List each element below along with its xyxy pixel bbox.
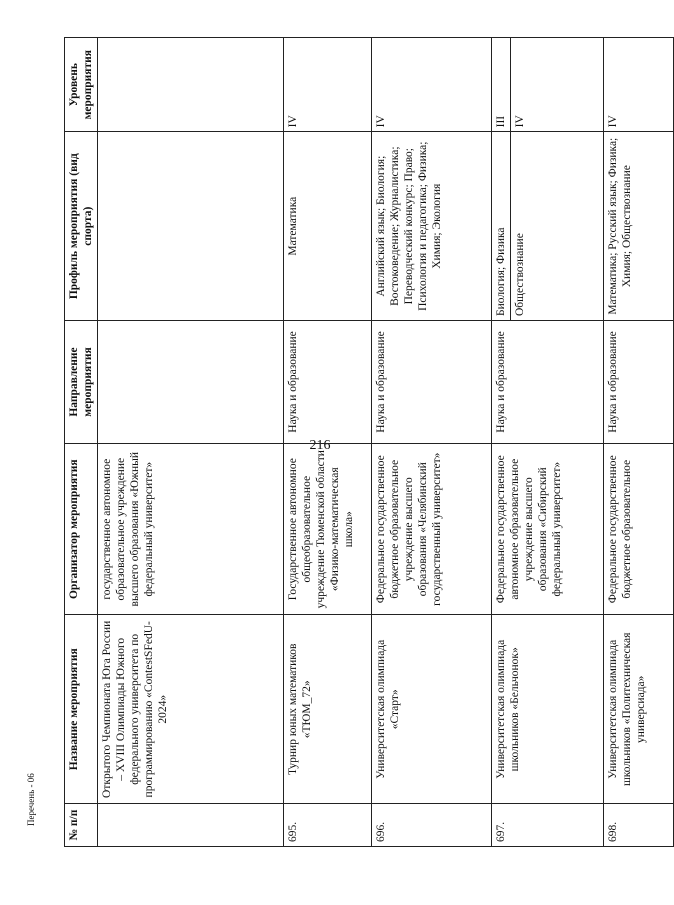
event-direction <box>98 321 284 444</box>
event-name: Турнир юных математиков «ТЮМ_72» <box>284 615 372 804</box>
event-level <box>98 38 284 132</box>
event-organizer: государственное автономное образовательное учреждение высшего образования «Южный федеральный университет» <box>98 443 284 615</box>
event-organizer: Федеральное государственное бюджетное образовательное учреждение высшего образования «Челябинский государственный университет» <box>372 443 492 615</box>
table-header-row <box>65 38 98 847</box>
event-name: Открытого Чемпионата Юга России – XVIII Олимпиады Южного федерального университета по программированию «ContestSFedU-2024» <box>98 615 284 804</box>
event-direction: Наука и образование <box>284 321 372 444</box>
row-num: 695. <box>284 804 372 847</box>
event-organizer: Федеральное государственное бюджетное образовательное <box>604 443 674 615</box>
level-part: III <box>495 115 508 128</box>
event-name: Университетская олимпиада школьников «Политехническая универсиада» <box>604 615 674 804</box>
footer-note: Перечень - 06 <box>26 773 36 826</box>
event-name: Университетская олимпиада школьников «Бельчонок» <box>492 615 604 804</box>
profile-part: Биология; Физика <box>495 227 508 317</box>
row-num: 697. <box>492 804 604 847</box>
event-organizer: Федеральное государственное автономное образовательное учреждение высшего образования «Сибирский федеральный университет» <box>492 443 604 615</box>
table-row <box>372 38 492 847</box>
event-level: IV <box>284 38 372 132</box>
document-page <box>64 37 648 847</box>
event-direction: Наука и образование <box>604 321 674 444</box>
event-profile: Математика; Русский язык; Физика; Химия; Обществознание <box>604 132 674 321</box>
event-level: IV <box>372 38 492 132</box>
level-part: IV <box>510 38 527 131</box>
event-level <box>492 38 604 132</box>
header-num: № п/п <box>65 804 98 847</box>
table-row <box>604 38 674 847</box>
event-profile <box>98 132 284 321</box>
header-direction: Направление мероприятия <box>65 321 98 444</box>
table-row <box>492 38 604 847</box>
event-organizer: Государственное автономное общеобразовательное учреждение Тюменской области «Физико-математическая школа» <box>284 443 372 615</box>
event-profile: Английский язык; Биология; Востоковедение; Журналистика; Переводческий конкурс; Право; Психология и педагогика; Физика; Химия; Экология <box>372 132 492 321</box>
header-name: Название мероприятия <box>65 615 98 804</box>
row-num <box>98 804 284 847</box>
event-direction: Наука и образование <box>492 321 604 444</box>
header-organizer: Организатор мероприятия <box>65 443 98 615</box>
page-number: 216 <box>309 438 331 453</box>
header-profile: Профиль мероприятия (вид спорта) <box>65 132 98 321</box>
table-row <box>98 38 284 847</box>
event-level: IV <box>604 38 674 132</box>
table-row <box>284 38 372 847</box>
event-profile: Математика <box>284 132 372 321</box>
row-num: 696. <box>372 804 492 847</box>
event-profile <box>492 132 604 321</box>
event-name: Университетская олимпиада «Старт» <box>372 615 492 804</box>
row-num: 698. <box>604 804 674 847</box>
header-level: Уровень мероприятия <box>65 38 98 132</box>
events-table <box>64 37 674 847</box>
event-direction: Наука и образование <box>372 321 492 444</box>
profile-part: Обществознание <box>510 132 527 320</box>
